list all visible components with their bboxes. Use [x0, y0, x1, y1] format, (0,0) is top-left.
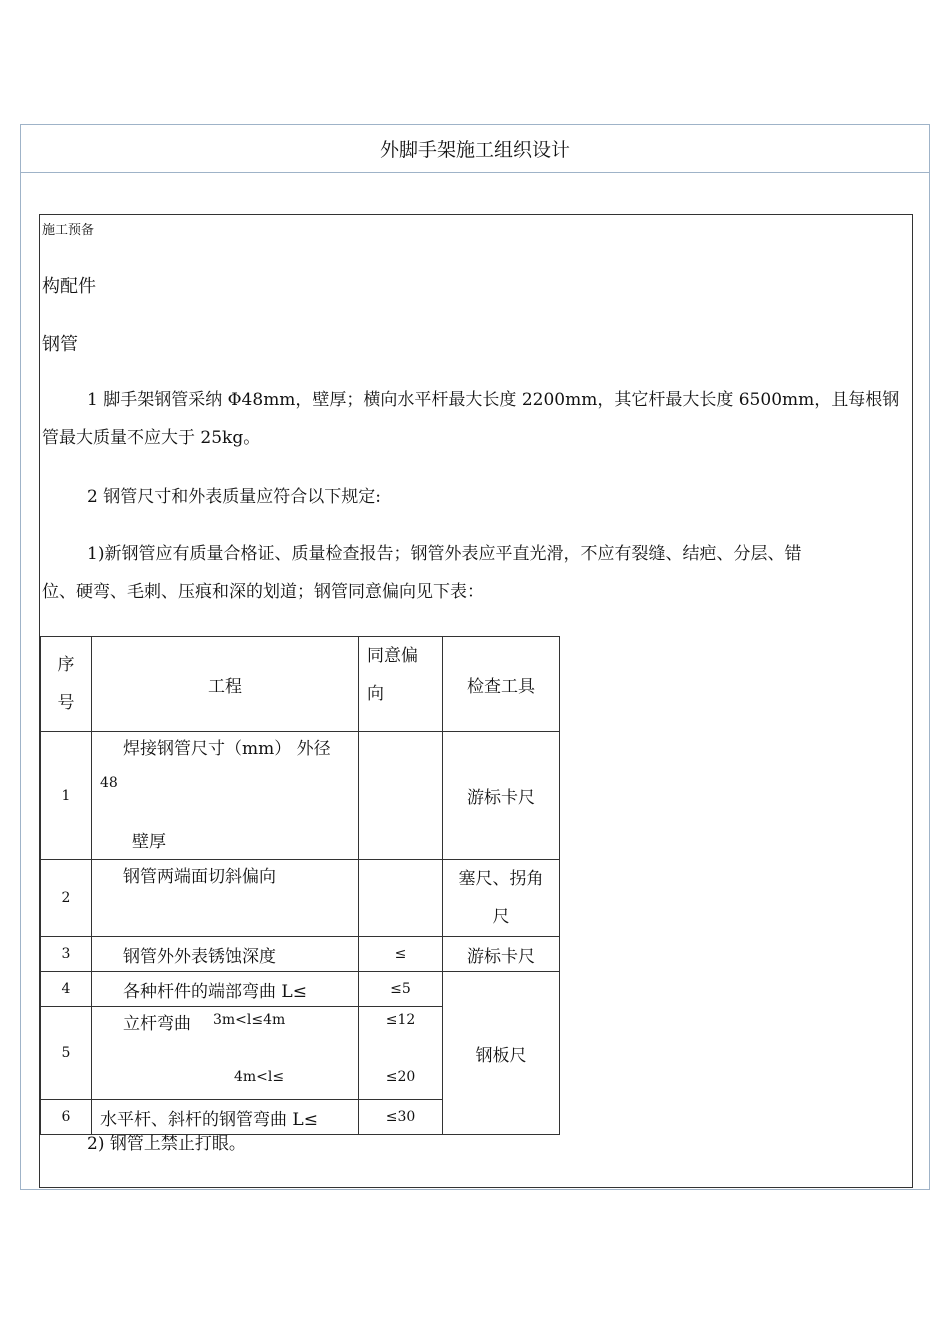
paragraph-item-2: 2 钢管尺寸和外表质量应符合以下规定: [87, 487, 381, 507]
table-row [41, 937, 560, 972]
row-1-deviation [359, 732, 443, 860]
table-row [41, 972, 560, 1007]
row-6-seq: 6 [41, 1100, 92, 1135]
row-4-item: 各种杆件的端部弯曲 L≤ [92, 972, 359, 1007]
header-deviation: 同意偏 向 [359, 637, 443, 732]
paragraph-item-1-line-1: 1 脚手架钢管采纳 Φ48mm，壁厚；横向水平杆最大长度 2200mm，其它杆最大长度 6500mm，且每根钢 [87, 390, 900, 410]
table-header-row [41, 637, 560, 732]
rows-4-6-tool: 钢板尺 [443, 972, 560, 1135]
row-3-deviation: ≤ [359, 937, 443, 972]
row-5-deviation: ≤12 ≤20 [359, 1007, 443, 1100]
row-2-item: 钢管两端面切斜偏向 [92, 860, 359, 937]
row-2-tool: 塞尺、拐角 尺 [443, 860, 560, 937]
content-box [39, 214, 913, 1188]
section-label: 施工预备 [42, 223, 95, 238]
paragraph-sub-1 [42, 535, 908, 611]
header-tool: 检查工具 [443, 637, 560, 732]
table-row [41, 732, 560, 860]
row-3-item: 钢管外外表锈蚀深度 [92, 937, 359, 972]
row-1-seq: 1 [41, 732, 92, 860]
paragraph-sub-1-line-1: 1)新钢管应有质量合格证、质量检查报告；钢管外表应平直光滑，不应有裂缝、结疤、分层、错 [87, 544, 802, 564]
row-2-deviation [359, 860, 443, 937]
row-3-tool: 游标卡尺 [443, 937, 560, 972]
row-1-tool: 游标卡尺 [443, 732, 560, 860]
row-4-deviation: ≤5 [359, 972, 443, 1007]
header-seq: 序 号 [41, 637, 92, 732]
paragraph-item-1 [42, 381, 908, 457]
row-6-item: 水平杆、斜杆的钢管弯曲 L≤ [92, 1100, 359, 1135]
document-title: 外脚手架施工组织设计 [21, 125, 929, 173]
deviation-table [40, 636, 560, 1135]
header-item: 工程 [92, 637, 359, 732]
row-5-item: 立杆弯曲 3m<l≤4m 4m<l≤ [92, 1007, 359, 1100]
row-2-seq: 2 [41, 860, 92, 937]
row-5-seq: 5 [41, 1007, 92, 1100]
paragraph-item-1-line-2: 管最大质量不应大于 25kg。 [42, 428, 261, 448]
row-4-seq: 4 [41, 972, 92, 1007]
paragraph-sub-1-line-2: 位、硬弯、毛刺、压痕和深的划道；钢管同意偏向见下表： [42, 582, 484, 602]
heading-steel-pipe: 钢管 [42, 334, 78, 355]
heading-components: 构配件 [42, 276, 96, 297]
row-3-seq: 3 [41, 937, 92, 972]
paragraph-sub-2: 2) 钢管上禁止打眼。 [87, 1134, 246, 1154]
document-frame [20, 124, 930, 1190]
row-1-item: 焊接钢管尺寸（mm） 外径 48 壁厚 [92, 732, 359, 860]
row-6-deviation: ≤30 [359, 1100, 443, 1135]
table-row [41, 860, 560, 937]
